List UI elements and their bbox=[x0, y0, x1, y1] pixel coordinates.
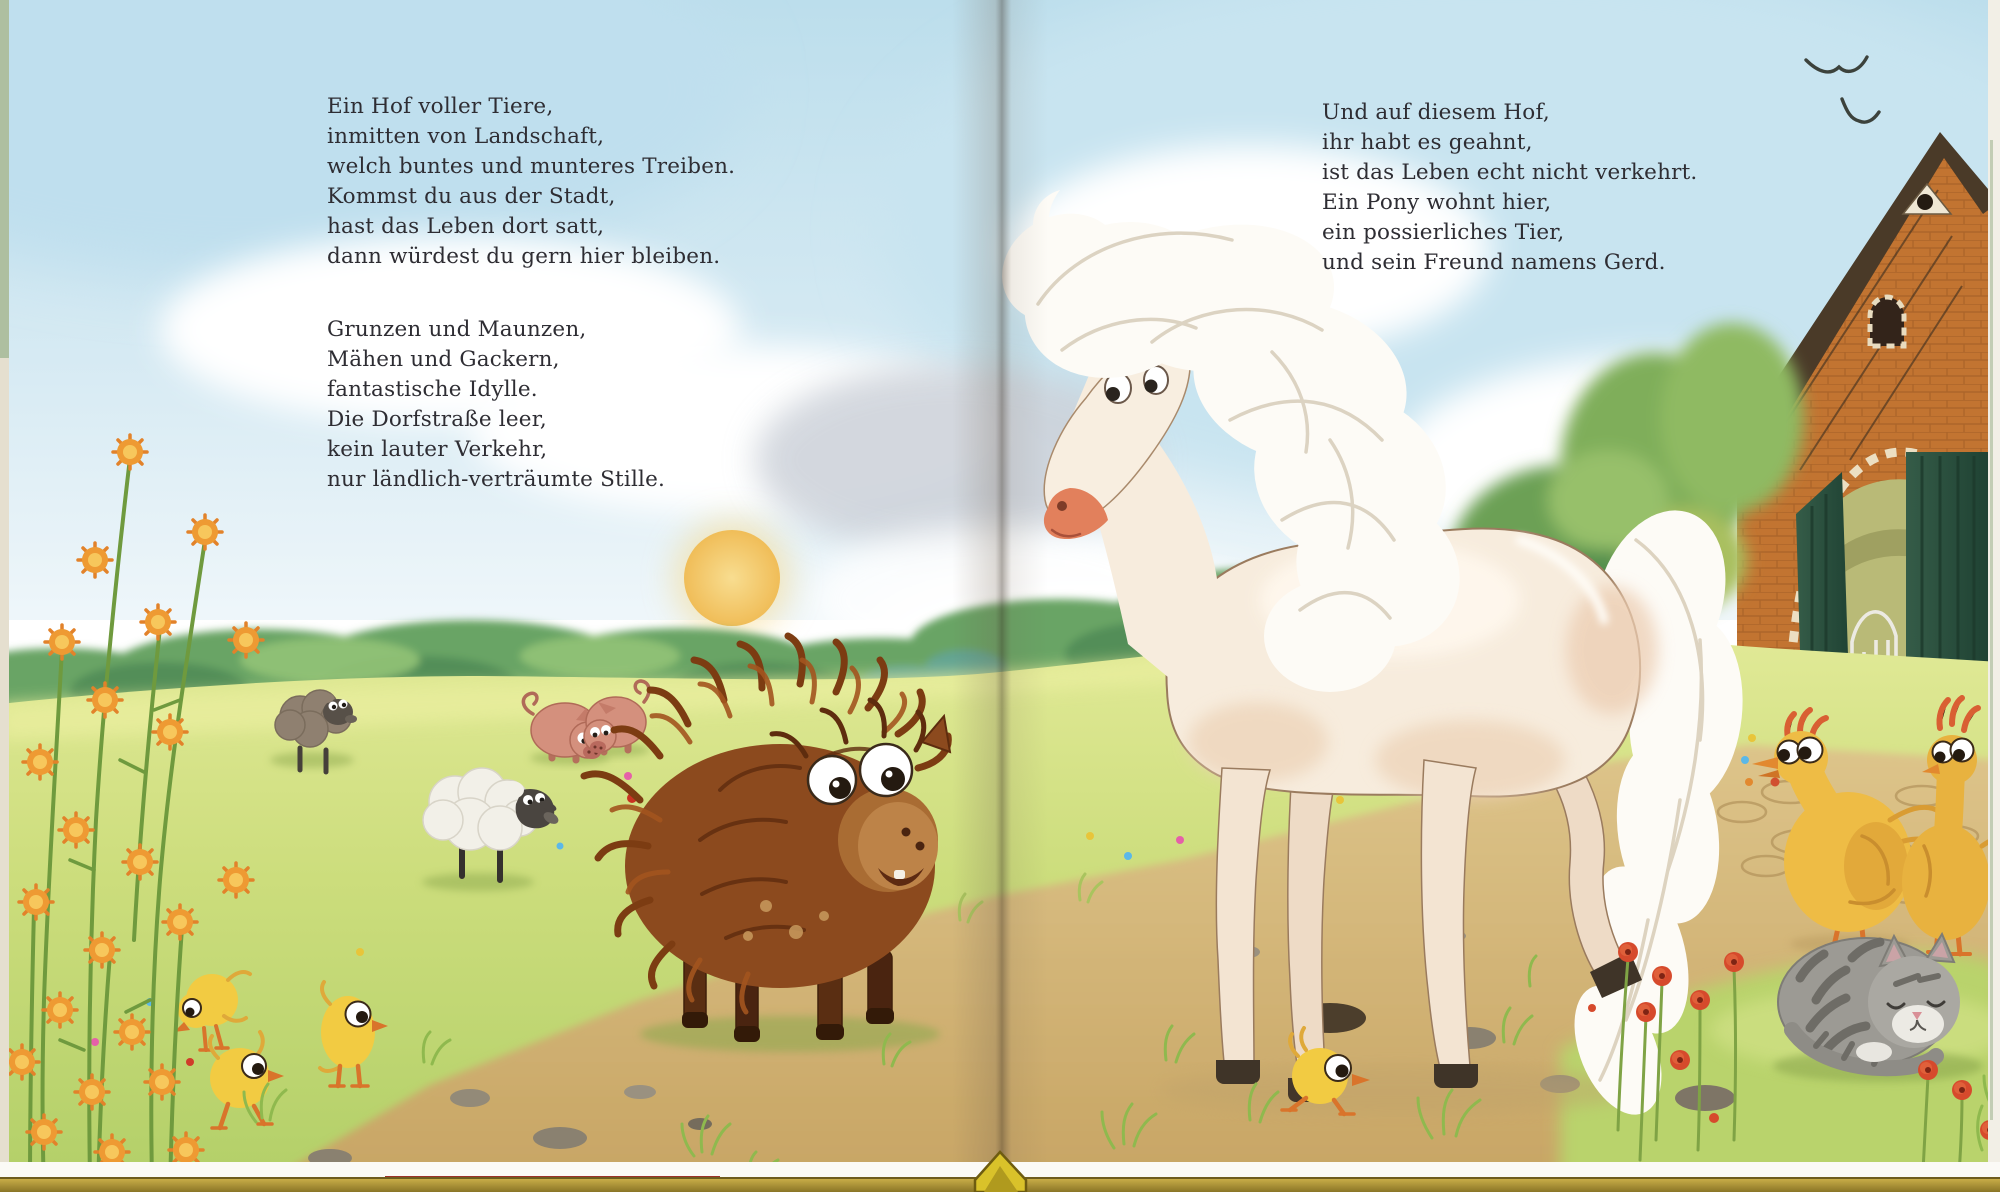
poem-line: Ein Hof voller Tiere, bbox=[327, 94, 554, 119]
right-page-poem bbox=[1322, 98, 1697, 278]
left-page-poem bbox=[327, 92, 735, 495]
poem-line: Ein Pony wohnt hier, bbox=[1322, 190, 1552, 215]
poem-line: kein lauter Verkehr, bbox=[327, 437, 548, 462]
left-stanza-2 bbox=[327, 315, 735, 495]
sun bbox=[674, 520, 790, 636]
poem-line: ihr habt es geahnt, bbox=[1322, 130, 1533, 155]
poem-line: Die Dorfstraße leer, bbox=[327, 407, 547, 432]
left-stanza-1 bbox=[327, 92, 735, 272]
right-stanza-1 bbox=[1322, 98, 1697, 278]
poem-line: Grunzen und Maunzen, bbox=[327, 317, 587, 342]
poem-line: fantastische Idylle. bbox=[327, 377, 538, 402]
poem-line: und sein Freund namens Gerd. bbox=[1322, 250, 1666, 275]
sleeping-cat bbox=[1773, 934, 1983, 1082]
poem-line: Und auf diesem Hof, bbox=[1322, 100, 1550, 125]
poem-line: Mähen und Gackern, bbox=[327, 347, 560, 372]
poem-line: Kommst du aus der Stadt, bbox=[327, 184, 616, 209]
poem-line: welch buntes und munteres Treiben. bbox=[327, 154, 736, 179]
poem-line: ist das Leben echt nicht verkehrt. bbox=[1322, 160, 1698, 185]
poem-line: nur ländlich-verträumte Stille. bbox=[327, 467, 666, 492]
poem-line: hast das Leben dort satt, bbox=[327, 214, 605, 239]
poem-line: ein possierliches Tier, bbox=[1322, 220, 1565, 245]
poem-line: inmitten von Landschaft, bbox=[327, 124, 605, 149]
poem-line: dann würdest du gern hier bleiben. bbox=[327, 244, 721, 269]
page-gutter-shadow bbox=[952, 0, 1048, 1166]
